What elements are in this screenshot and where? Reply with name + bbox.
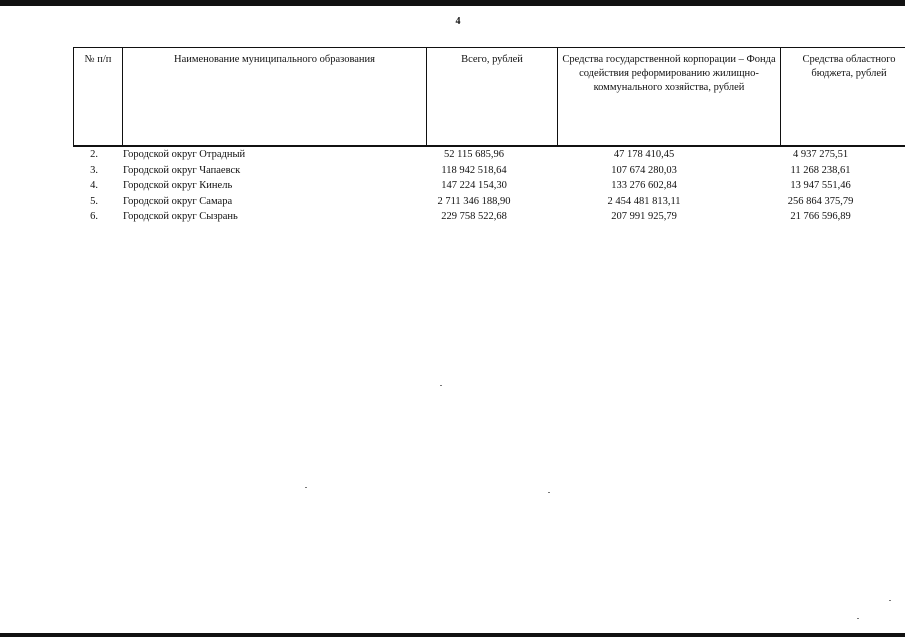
header-fund: Средства государственной корпорации – Фонда содействия реформированию жилищно-коммунального хозяйства, рублей: [558, 48, 781, 147]
table-row: [73, 163, 889, 179]
cell-num: 4.: [90, 180, 98, 191]
scan-speck: [548, 492, 550, 493]
cell-total: 147 224 154,30: [441, 180, 507, 191]
cell-budget: 11 268 238,61: [790, 164, 851, 176]
header-budget: Средства областного бюджета, рублей: [781, 48, 905, 147]
scan-speck: [889, 600, 891, 601]
scan-speck: [440, 385, 442, 386]
cell-budget: 13 947 551,46: [790, 180, 851, 191]
scan-speck: [305, 487, 307, 488]
cell-name: Городской округ Сызрань: [123, 211, 238, 222]
header-total: Всего, рублей: [427, 48, 558, 147]
cell-name: Городской округ Кинель: [123, 180, 233, 191]
table-row: [73, 147, 889, 163]
cell-fund: 107 674 280,03: [611, 164, 677, 176]
cell-fund: 47 178 410,45: [613, 149, 675, 160]
cell-num: 6.: [90, 211, 98, 222]
header-num: № п/п: [74, 48, 123, 147]
cell-name: Городской округ Самара: [123, 195, 233, 207]
cell-fund: 207 991 925,79: [611, 211, 677, 222]
cell-total: 118 942 518,64: [441, 164, 507, 176]
cell-fund: 133 276 602,84: [611, 180, 677, 191]
table-body: [73, 147, 889, 225]
table-row: [73, 209, 889, 225]
header-name: Наименование муниципального образования: [123, 48, 427, 147]
scan-speck: [857, 618, 859, 619]
cell-fund: 2 454 481 813,11: [607, 195, 681, 207]
cell-budget: 256 864 375,79: [787, 195, 854, 207]
header-row: [74, 48, 905, 147]
cell-total: 229 758 522,68: [441, 211, 507, 222]
table-header: [73, 47, 905, 147]
top-border: [0, 0, 905, 6]
table-row: [73, 194, 889, 210]
cell-total: 2 711 346 188,90: [437, 195, 511, 207]
cell-num: 2.: [90, 149, 98, 160]
bottom-border: [0, 633, 905, 637]
cell-budget: 21 766 596,89: [790, 211, 851, 222]
cell-name: Городской округ Отрадный: [123, 149, 246, 160]
cell-total: 52 115 685,96: [444, 149, 504, 160]
cell-num: 5.: [90, 195, 98, 207]
page-number: 4: [455, 16, 461, 27]
cell-num: 3.: [90, 164, 98, 176]
cell-budget: 4 937 275,51: [792, 149, 849, 160]
cell-name: Городской округ Чапаевск: [123, 164, 241, 176]
table-row: [73, 178, 889, 194]
